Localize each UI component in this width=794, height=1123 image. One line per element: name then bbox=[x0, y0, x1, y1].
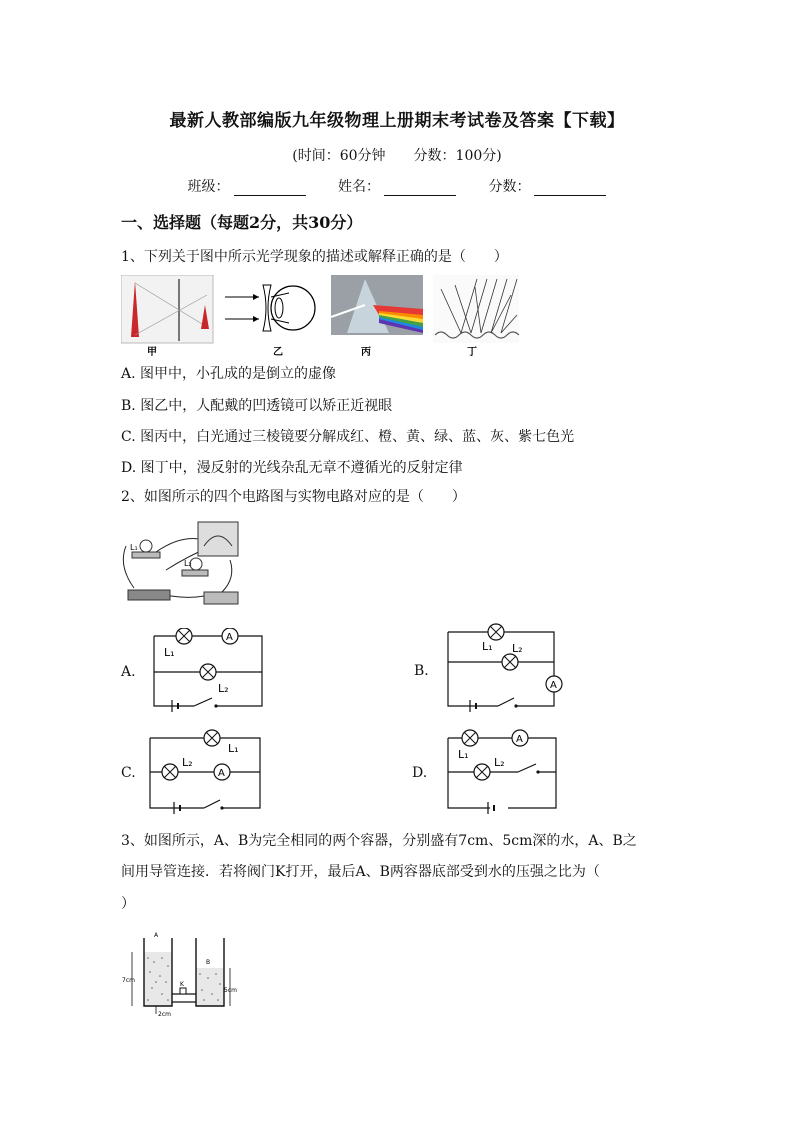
question-2-stem: 2、如图所示的四个电路图与实物电路对应的是（ ） bbox=[121, 489, 466, 505]
question-3-stem-line-3: ） bbox=[121, 896, 135, 912]
fig-label-yi: 乙 bbox=[273, 347, 283, 358]
q2-circuit-c[interactable] bbox=[146, 728, 266, 814]
figure-ding bbox=[433, 275, 519, 343]
class-blank[interactable] bbox=[234, 181, 306, 196]
svg-text:A: A bbox=[550, 680, 557, 691]
svg-text:L₂: L₂ bbox=[182, 756, 193, 769]
container-b bbox=[196, 938, 224, 1006]
svg-text:A: A bbox=[226, 632, 233, 643]
exam-time: (时间：60分钟 bbox=[292, 148, 386, 164]
figure-jia bbox=[121, 275, 213, 343]
q2-physical-circuit bbox=[112, 516, 262, 612]
class-label: 班级： bbox=[187, 179, 230, 195]
svg-text:L₁: L₁ bbox=[458, 748, 469, 761]
student-info-row bbox=[0, 176, 794, 196]
svg-text:L₁: L₁ bbox=[130, 543, 138, 552]
svg-text:A: A bbox=[516, 734, 523, 745]
q1-optics-figure bbox=[121, 275, 521, 360]
label-pipe-height: 2cm bbox=[158, 1011, 171, 1018]
q2-circuit-d[interactable] bbox=[444, 726, 560, 816]
svg-text:L₂: L₂ bbox=[512, 642, 523, 655]
q2-circuit-a[interactable] bbox=[150, 628, 266, 716]
page-title: 最新人教部编版九年级物理上册期末考试卷及答案【下载】 bbox=[169, 111, 625, 131]
exam-score: 分数：100分) bbox=[413, 148, 502, 164]
q1-option-a[interactable]: A. 图甲中，小孔成的是倒立的虚像 bbox=[121, 366, 337, 382]
label-b: B bbox=[206, 959, 211, 966]
figure-yi bbox=[225, 285, 315, 331]
label-height-a: 7cm bbox=[122, 977, 135, 984]
svg-text:L₂: L₂ bbox=[494, 756, 505, 769]
fig-label-ding: 丁 bbox=[467, 347, 477, 358]
points-label: 分数： bbox=[488, 179, 531, 195]
svg-text:L₁: L₁ bbox=[164, 646, 175, 659]
figure-bing bbox=[331, 275, 423, 335]
label-a: A bbox=[154, 932, 159, 939]
question-3-stem-line-1: 3、如图所示，A、B为完全相同的两个容器，分别盛有7cm、5cm深的水，A、B之 bbox=[121, 833, 637, 849]
q1-option-b[interactable]: B. 图乙中，人配戴的凹透镜可以矫正近视眼 bbox=[121, 398, 393, 414]
q2-option-b[interactable]: B. bbox=[414, 663, 429, 679]
q2-circuit-b[interactable] bbox=[442, 620, 570, 716]
name-blank[interactable] bbox=[384, 181, 456, 196]
question-1-stem: 1、下列关于图中所示光学现象的描述或解释正确的是（ ） bbox=[121, 249, 508, 265]
question-3-stem-line-2: 间用导管连接．若将阀门K打开，最后A、B两容器底部受到水的压强之比为（ bbox=[121, 864, 600, 880]
svg-text:A: A bbox=[218, 768, 225, 779]
svg-text:L₂: L₂ bbox=[218, 682, 229, 695]
fig-label-bing: 丙 bbox=[361, 347, 371, 358]
q1-option-d[interactable]: D. 图丁中，漫反射的光线杂乱无章不遵循光的反射定律 bbox=[121, 460, 463, 476]
section-title: 一、选择题（每题2分，共30分） bbox=[121, 213, 363, 232]
svg-text:L₁: L₁ bbox=[482, 640, 493, 653]
q3-containers-figure bbox=[122, 932, 242, 1018]
q1-option-c[interactable]: C. 图丙中，白光通过三棱镜要分解成红、橙、黄、绿、蓝、灰、紫七色光 bbox=[121, 429, 575, 445]
container-a bbox=[144, 938, 172, 1006]
svg-text:L₂: L₂ bbox=[184, 559, 192, 568]
svg-text:L₁: L₁ bbox=[228, 742, 239, 755]
exam-meta bbox=[0, 145, 794, 165]
label-k: K bbox=[180, 981, 184, 988]
q2-option-a[interactable]: A. bbox=[121, 664, 136, 680]
label-height-b: 5cm bbox=[224, 987, 237, 994]
q2-option-c[interactable]: C. bbox=[121, 765, 136, 781]
fig-label-jia: 甲 bbox=[147, 347, 157, 358]
name-label: 姓名： bbox=[338, 179, 380, 195]
q2-option-d[interactable]: D. bbox=[412, 765, 428, 781]
points-blank[interactable] bbox=[534, 181, 606, 196]
